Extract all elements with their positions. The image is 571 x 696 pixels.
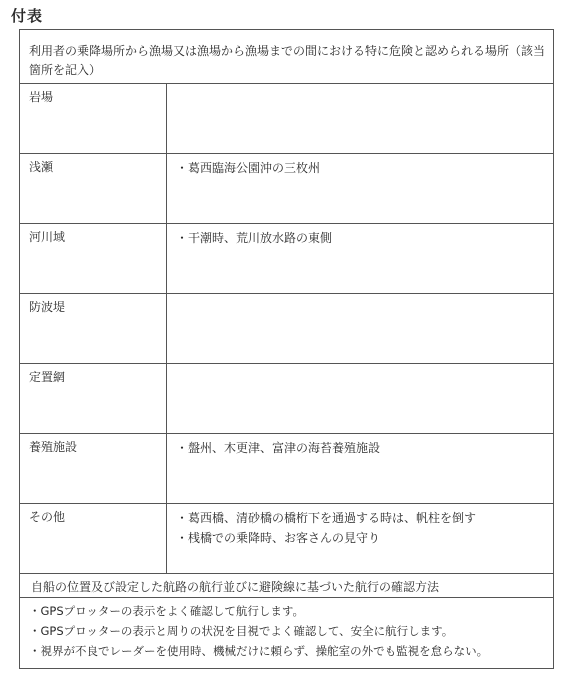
category-label-cell: [20, 224, 167, 294]
category-items-cell: [167, 84, 554, 154]
category-items-cell: [167, 154, 554, 224]
method-item: ・視界が不良でレーダーを使用時、機械だけに頼らず、操舵室の外でも監視を怠らない。: [29, 644, 489, 658]
category-row: [20, 504, 554, 574]
category-label-cell: [20, 84, 167, 154]
category-label: 河川域: [29, 230, 66, 244]
hazard-item: ・葛西臨海公園沖の三枚州: [176, 161, 321, 175]
category-row: [20, 294, 554, 364]
category-label-cell: [20, 504, 167, 574]
category-row: [20, 84, 554, 154]
hazard-item: ・桟橋での乗降時、お客さんの見守り: [176, 531, 381, 545]
method-notes-cell: [20, 598, 554, 669]
category-items-cell: [167, 504, 554, 574]
category-label: その他: [29, 510, 66, 524]
category-items-cell: [167, 294, 554, 364]
category-label-cell: [20, 154, 167, 224]
category-label: 定置網: [29, 370, 66, 384]
category-row: [20, 224, 554, 294]
category-items-cell: [167, 364, 554, 434]
category-label-cell: [20, 294, 167, 364]
category-label-cell: [20, 364, 167, 434]
method-notes-row: [20, 598, 554, 669]
category-label: 岩場: [29, 90, 54, 104]
category-label-cell: [20, 434, 167, 504]
method-header-text: 自船の位置及び設定した航路の航行並びに避険線に基づいた航行の確認方法: [31, 580, 440, 594]
header-text: 利用者の乗降場所から漁場又は漁場から漁場までの間における特に危険と認められる場所（該当箇所を記入）: [29, 44, 546, 77]
category-label: 防波堤: [29, 300, 66, 314]
header-row: [20, 30, 554, 84]
category-row: [20, 154, 554, 224]
category-label: 養殖施設: [29, 440, 78, 454]
category-row: [20, 364, 554, 434]
method-item: ・GPSプロッターの表示をよく確認して航行します。: [29, 604, 304, 618]
category-label: 浅瀬: [29, 160, 54, 174]
category-items-cell: [167, 434, 554, 504]
header-cell: [20, 30, 554, 84]
category-items-cell: [167, 224, 554, 294]
hazard-item: ・葛西橋、清砂橋の橋桁下を通過する時は、帆柱を倒す: [176, 511, 477, 525]
hazard-table: [19, 29, 554, 669]
category-row: [20, 434, 554, 504]
method-item: ・GPSプロッターの表示と周りの状況を目視でよく確認して、安全に航行します。: [29, 624, 454, 638]
method-header-cell: [20, 574, 554, 598]
hazard-item: ・盤州、木更津、富津の海苔養殖施設: [176, 441, 381, 455]
hazard-item: ・干潮時、荒川放水路の東側: [176, 231, 333, 245]
method-header-row: [20, 574, 554, 598]
page-title: 付表: [11, 7, 44, 25]
